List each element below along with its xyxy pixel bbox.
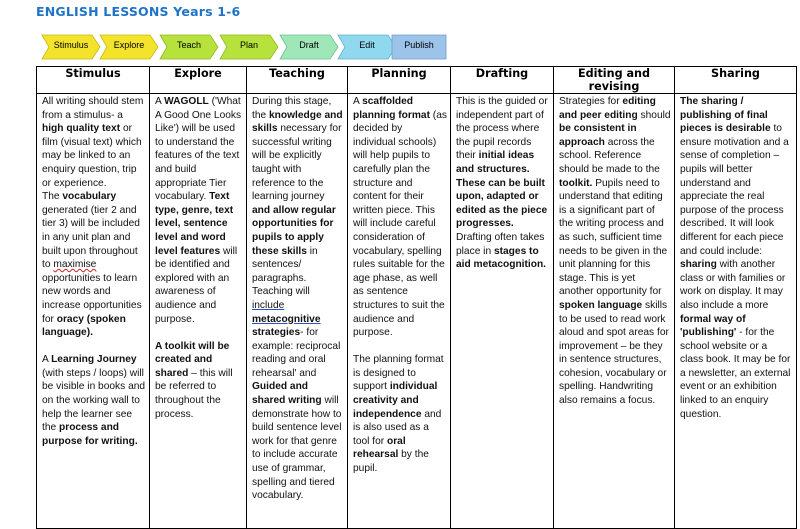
text-run: Guided and shared writing <box>252 381 322 407</box>
text-run: ('What A Good One Looks Like') will be used to understand the features of the text and build appropriate Tier vocabulary. <box>155 96 242 203</box>
text-run: spoken language <box>559 299 643 311</box>
text-run: should <box>637 109 671 121</box>
text-run: metacognitive <box>252 313 321 325</box>
text-run: by the pupil. <box>353 449 429 475</box>
text-run: Strategies for <box>559 96 623 107</box>
header-editing: Editing and revising <box>554 67 675 94</box>
flow-step-label: Plan <box>239 40 258 50</box>
lessons-table <box>36 66 797 529</box>
cell-stimulus <box>37 94 150 529</box>
cell-editing <box>554 94 675 529</box>
text-run: (as decided by individual schools) will help pupils to carefully plan the structure and content for their written piece. This will include careful consideration of vocabulary, spelling rules suitable for the age phase, as well as sentence structures to suit the audience and purpose. <box>353 109 447 339</box>
explore-paragraph-1 <box>155 95 243 326</box>
text-run: Drafting often takes place in <box>456 231 545 257</box>
text-run: During this stage, the <box>252 96 332 121</box>
text-run: to ensure motivation and a sense of completion – pupils will better understand and appreciate the real purpose of the process described. It will look different for each piece and could include: <box>680 123 789 257</box>
text-run: oracy (spoken language). <box>42 313 126 339</box>
flow-step-label: Publish <box>404 40 434 50</box>
text-run: Pupils need to understand that editing is a significant part of the writing process and as such, sufficient time needs to be given in the unit planning for this stage. This is yet another opportunity for <box>559 177 668 298</box>
flow-step-label: Explore <box>113 40 145 50</box>
text-run: scaffolded planning format <box>353 96 430 121</box>
table-row <box>37 94 797 529</box>
text-run: knowledge and skills <box>252 109 343 135</box>
text-run: skills to be used to read work aloud and spot areas for improvement – be they in sentence structures, cohesion, vocabulary or spelling. Handwriting also remains a focus. <box>559 299 669 407</box>
text-run: process and purpose for writing. <box>42 422 138 447</box>
flow-step-label: Teach <box>176 40 202 50</box>
text-run: – this will be referred to throughout the process. <box>155 367 233 420</box>
text-run: formal way of 'publishing' <box>680 313 746 339</box>
text-run: in sentences/ paragraphs. Teaching will <box>252 245 318 298</box>
text-run: and is also used as a tool for <box>353 408 442 447</box>
text-run: generated (tier 2 and tier 3) will be included in any unit plan and built upon throughout to <box>42 204 140 271</box>
text-run: strategies <box>252 327 301 339</box>
text-run: editing and peer editing <box>559 96 656 121</box>
text-run: The planning format is designed to support <box>353 354 444 393</box>
cell-drafting <box>451 94 554 529</box>
flow-step-label: Stimulus <box>53 40 89 50</box>
header-explore: Explore <box>150 67 247 94</box>
explore-paragraph-2 <box>155 340 243 422</box>
text-run: opportunities to learn new words and increase opportunities for <box>42 272 142 325</box>
text-run: maximise <box>53 259 97 271</box>
cell-explore <box>150 94 247 529</box>
drafting-paragraph-1 <box>456 95 550 272</box>
flow-step-plan <box>218 33 280 61</box>
text-run: All writing should stem from a stimulus- a <box>42 96 144 121</box>
cell-teaching <box>247 94 348 529</box>
stimulus-paragraph-2 <box>42 190 146 340</box>
flow-step-edit <box>336 33 398 61</box>
text-run: - for the school website or a class book. It may be for a newsletter, an external event or an exhibition linked to an enquiry question. <box>680 327 791 420</box>
text-run: WAGOLL <box>164 96 209 107</box>
text-run: Learning Journey <box>51 354 137 366</box>
text-run: sharing <box>680 259 717 271</box>
text-run: (with steps / loops) will be visible in books and on the working wall to help the learner see the <box>42 367 146 434</box>
text-run: Text type, genre, text level, sentence level and word level features <box>155 191 234 257</box>
teaching-paragraph-1 <box>252 95 344 503</box>
page-title: ENGLISH LESSONS Years 1-6 <box>36 4 241 19</box>
text-run: oral rehearsal <box>353 435 406 461</box>
text-run: vocabulary <box>62 191 117 203</box>
text-run: necessary for successful writing will be explicitly taught with reference to the learning journey <box>252 123 342 203</box>
text-run: A <box>353 96 363 107</box>
table-header-row <box>37 67 797 94</box>
flow-step-label: Draft <box>299 40 319 50</box>
text-run: will demonstrate how to build sentence level work for that genre to include accurate use of grammar, spelling and tiered vocabulary. <box>252 395 342 502</box>
planning-paragraph-1 <box>353 95 447 340</box>
text-run: include <box>252 299 285 311</box>
text-run: A <box>155 96 165 107</box>
flow-step-stimulus <box>40 33 102 61</box>
header-planning: Planning <box>348 67 451 94</box>
cell-planning <box>348 94 451 529</box>
flow-step-publish <box>390 33 448 61</box>
text-run: - for example: reciprocal reading and oral rehearsal' and <box>252 327 341 379</box>
text-run: individual creativity and independence <box>353 381 438 420</box>
text-run: initial ideas and structures. These can be built upon, adapted or edited as the piece progresses. <box>456 150 548 230</box>
text-run: toolkit. <box>559 177 593 189</box>
text-run: will be identified and explored with an awareness of audience and purpose. <box>155 245 238 325</box>
text-run: The sharing / publishing of final pieces is desirable <box>680 96 771 135</box>
text-run: and allow regular opportunities for pupils to apply these skills <box>252 204 336 257</box>
header-stimulus: Stimulus <box>37 67 150 94</box>
planning-paragraph-2 <box>353 353 447 475</box>
stimulus-paragraph-3 <box>42 353 146 448</box>
text-run: high quality text <box>42 123 121 135</box>
sharing-paragraph-1 <box>680 95 793 421</box>
text-run: be consistent in approach <box>559 123 637 148</box>
flow-step-draft <box>278 33 340 61</box>
flow-step-teach <box>158 33 220 61</box>
editing-paragraph-1 <box>559 95 671 408</box>
flow-step-explore <box>98 33 160 61</box>
text-run: A <box>42 354 52 366</box>
text-run: or film (visual text) which may be linked to an enquiry question, trip or experience. <box>42 123 142 189</box>
text-run: A toolkit will be created and shared <box>155 340 230 379</box>
header-sharing: Sharing <box>675 67 797 94</box>
text-run: stages to aid metacognition. <box>456 245 546 271</box>
flow-step-label: Edit <box>359 40 375 50</box>
text-run: This is the guided or independent part of the process where the pupil records their <box>456 96 548 162</box>
stimulus-paragraph-1 <box>42 95 146 190</box>
header-drafting: Drafting <box>451 67 554 94</box>
header-teaching: Teaching <box>247 67 348 94</box>
cell-sharing <box>675 94 797 529</box>
text-run: The <box>42 191 63 203</box>
text-run: across the school. Reference should be made to the <box>559 136 660 175</box>
text-run: with another class or with families or work on display. It may also include a more <box>680 259 786 311</box>
